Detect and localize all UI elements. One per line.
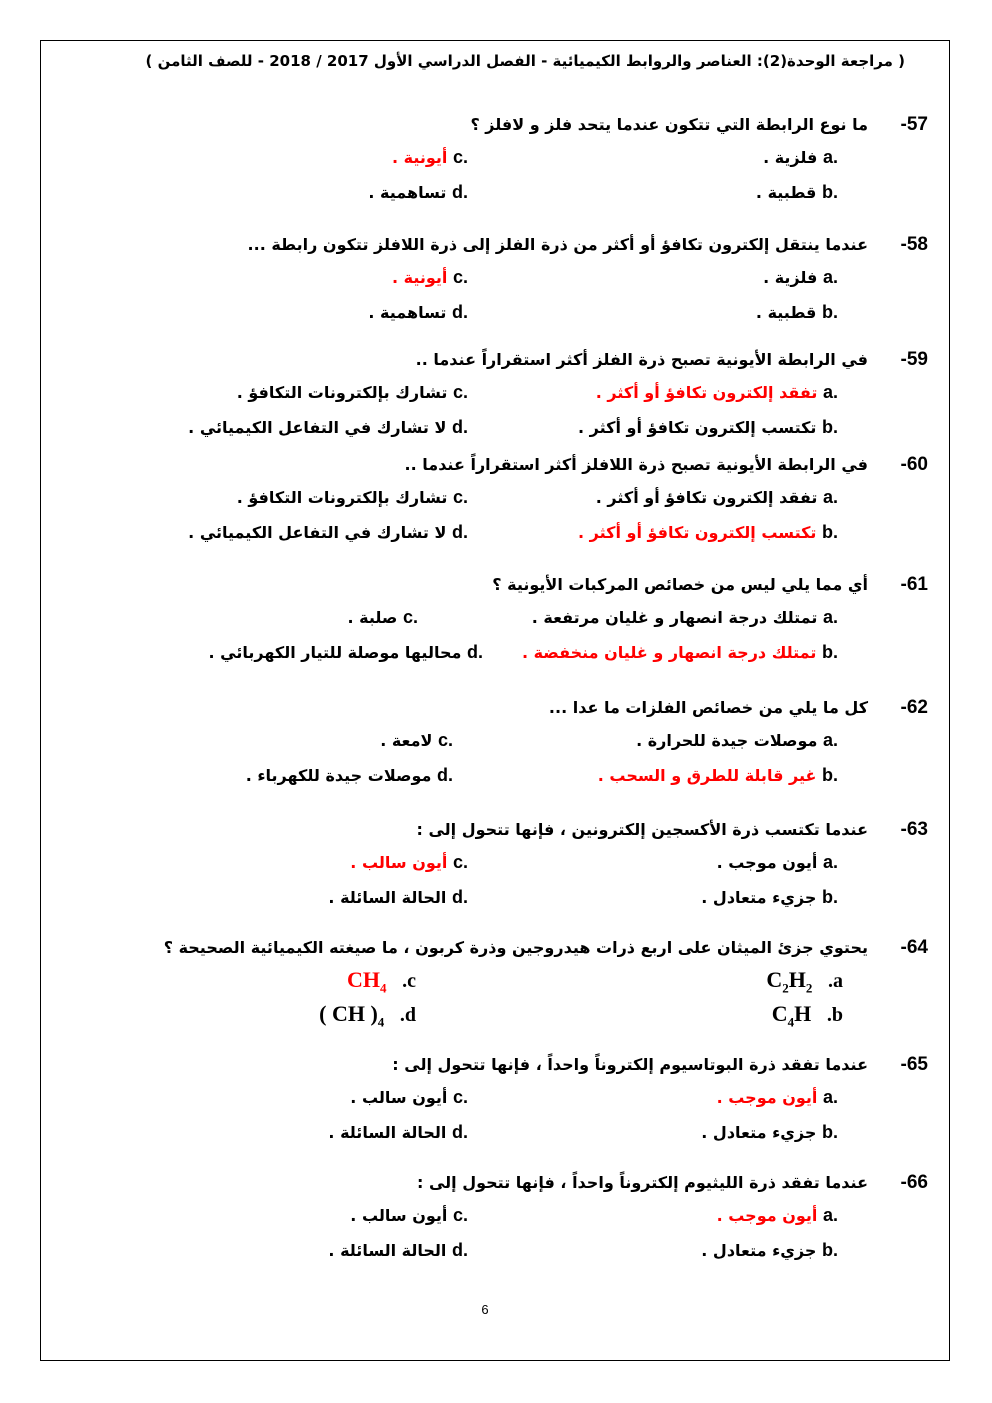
question-number: 66- xyxy=(900,1172,928,1193)
option-b[interactable]: .b تمتلك درجة انصهار و غليان منخفضة . xyxy=(521,642,838,662)
question-text: يحتوي جزئ الميثان على اربع ذرات هيدروجين وذرة كربون ، ما صيغته الكيميائية الصحيحة ؟ xyxy=(163,938,868,957)
option-d[interactable]: .d لا تشارك في التفاعل الكيميائي . xyxy=(188,522,468,542)
question-number: 63- xyxy=(900,819,928,840)
option-c[interactable]: .c تشارك بإلكترونات التكافؤ . xyxy=(236,487,468,507)
page-number: 6 xyxy=(481,1302,489,1317)
question-63 xyxy=(52,815,928,915)
option-c[interactable]: .c صلبة . xyxy=(347,607,418,627)
option-c[interactable]: .c أيون سالب . xyxy=(350,852,468,872)
question-text: عندما تفقد ذرة الليثيوم إلكتروناً واحداً ، فإنها تتحول إلى : xyxy=(417,1173,868,1192)
option-a[interactable]: .a تمتلك درجة انصهار و غليان مرتفعة . xyxy=(531,607,838,627)
question-number: 65- xyxy=(900,1054,928,1075)
question-65 xyxy=(52,1050,928,1150)
option-b[interactable]: $C_4H$ .b xyxy=(771,1001,843,1030)
option-d[interactable]: .d الحالة السائلة . xyxy=(328,1240,468,1260)
option-d[interactable]: .d تساهمية . xyxy=(368,182,468,202)
option-c[interactable]: $CH_4$ .c xyxy=(347,967,416,996)
question-text: في الرابطة الأيونية تصبح ذرة اللافلز أكثر استقراراً عندما .. xyxy=(404,455,868,474)
question-61 xyxy=(52,570,928,670)
option-b[interactable]: .b جزيء متعادل . xyxy=(701,1122,838,1142)
question-number: 62- xyxy=(900,697,928,718)
option-a[interactable]: .a أيون موجب . xyxy=(716,852,838,872)
option-a[interactable]: .a فلزية . xyxy=(763,267,838,287)
option-d[interactable]: .d تساهمية . xyxy=(368,302,468,322)
question-66 xyxy=(52,1168,928,1268)
option-a[interactable]: .a تفقد إلكترون تكافؤ أو أكثر . xyxy=(595,382,838,402)
option-c[interactable]: .c أيونية . xyxy=(391,267,468,287)
option-b[interactable]: .b تكتسب إلكترون تكافؤ أو أكثر . xyxy=(578,417,838,437)
option-c[interactable]: .c لامعة . xyxy=(380,730,453,750)
page-header: ( مراجعة الوحدة(2): العناصر والروابط الكيميائية - الفصل الدراسي الأول 2017 / 2018 - للصف الثامن ) xyxy=(145,52,905,70)
option-a[interactable]: .a أيون موجب . xyxy=(716,1205,838,1225)
option-b[interactable]: .b جزيء متعادل . xyxy=(701,887,838,907)
option-c[interactable]: .c تشارك بإلكترونات التكافؤ . xyxy=(236,382,468,402)
option-d[interactable]: .d موصلات جيدة للكهرباء . xyxy=(245,765,453,785)
question-60 xyxy=(52,450,928,550)
question-text: أي مما يلي ليس من خصائص المركبات الأيونية ؟ xyxy=(492,575,868,594)
question-59 xyxy=(52,345,928,445)
option-d[interactable]: .d محاليها موصلة للتيار الكهربائي . xyxy=(208,642,483,662)
option-a[interactable]: $C_2H_2$ .a xyxy=(766,967,843,996)
question-text: عندما تكتسب ذرة الأكسجين إلكترونين ، فإنها تتحول إلى : xyxy=(416,820,868,839)
question-text: عندما ينتقل إلكترون تكافؤ أو أكثر من ذرة الفلز إلى ذرة اللافلز تتكون رابطة ... xyxy=(247,235,868,254)
option-c[interactable]: .c أيونية . xyxy=(391,147,468,167)
question-number: 57- xyxy=(900,114,928,135)
question-62 xyxy=(52,693,928,793)
question-number: 58- xyxy=(900,234,928,255)
option-a[interactable]: .a تفقد إلكترون تكافؤ أو أكثر . xyxy=(595,487,838,507)
option-a[interactable]: .a أيون موجب . xyxy=(716,1087,838,1107)
option-b[interactable]: .b قطبية . xyxy=(755,302,838,322)
option-d[interactable]: .d الحالة السائلة . xyxy=(328,1122,468,1142)
question-64 xyxy=(52,933,928,1031)
question-number: 59- xyxy=(900,349,928,370)
question-number: 60- xyxy=(900,454,928,475)
option-d[interactable]: .d لا تشارك في التفاعل الكيميائي . xyxy=(188,417,468,437)
question-57 xyxy=(52,110,928,210)
option-b[interactable]: .b قطبية . xyxy=(755,182,838,202)
option-c[interactable]: .c أيون سالب . xyxy=(350,1087,468,1107)
option-c[interactable]: .c أيون سالب . xyxy=(350,1205,468,1225)
option-b[interactable]: .b تكتسب إلكترون تكافؤ أو أكثر . xyxy=(578,522,838,542)
option-b[interactable]: .b غير قابلة للطرق و السحب . xyxy=(597,765,838,785)
question-text: في الرابطة الأيونية تصبح ذرة الفلز أكثر استقراراً عندما .. xyxy=(415,350,868,369)
option-d[interactable]: .d الحالة السائلة . xyxy=(328,887,468,907)
option-a[interactable]: .a فلزية . xyxy=(763,147,838,167)
question-text: كل ما يلي من خصائص الفلزات ما عدا ... xyxy=(548,698,868,717)
question-58 xyxy=(52,230,928,330)
question-number: 61- xyxy=(900,574,928,595)
question-text: عندما تفقد ذرة البوتاسيوم إلكتروناً واحداً ، فإنها تتحول إلى : xyxy=(392,1055,868,1074)
question-text: ما نوع الرابطة التي تتكون عندما يتحد فلز و لافلز ؟ xyxy=(470,115,868,134)
question-number: 64- xyxy=(900,937,928,958)
option-a[interactable]: .a موصلات جيدة للحرارة . xyxy=(636,730,838,750)
option-d[interactable]: ( CH )$_4$ .d xyxy=(319,1001,416,1030)
option-b[interactable]: .b جزيء متعادل . xyxy=(701,1240,838,1260)
